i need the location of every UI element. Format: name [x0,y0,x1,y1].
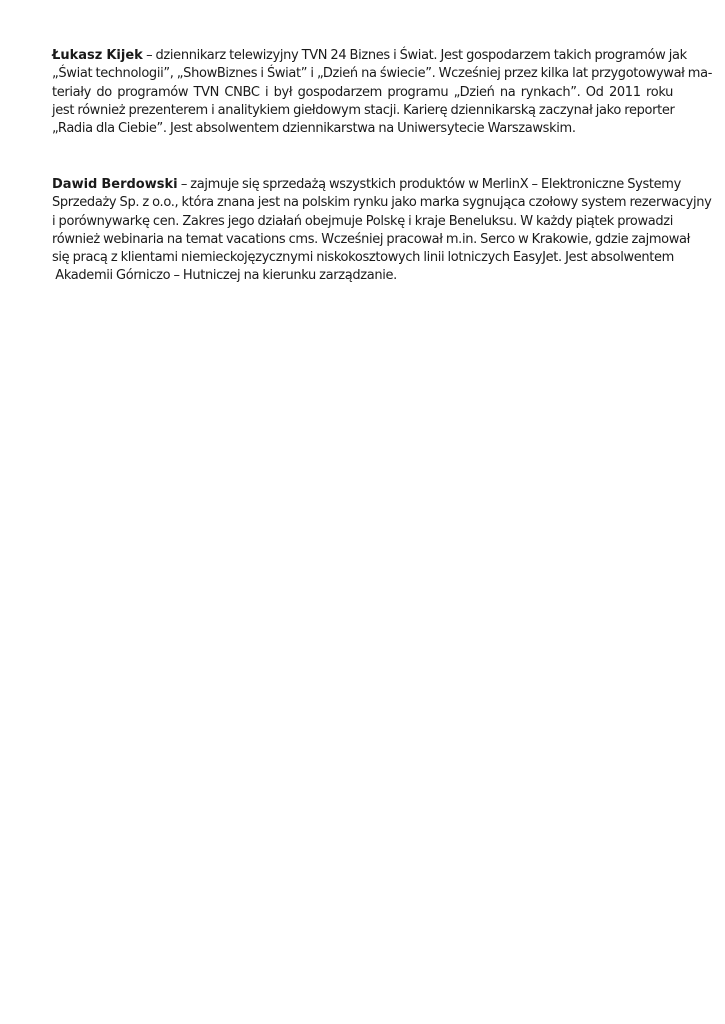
bio-line [52,47,687,65]
bio-text: – zajmuje się sprzedażą wszystkich produktów w MerlinX – Elektroniczne Systemy [177,177,681,192]
bio-line: i porównywarkę cen. Zakres jego działań obejmuje Polskę i kraje Beneluksu. W każdy piątek prowadzi [52,213,673,229]
bio-line: „Radia dla Ciebie”. Jest absolwentem dziennikarstwa na Uniwersytecie Warszawskim. [52,121,576,137]
bio-line: Akademii Górniczo – Hutniczej na kierunku zarządzanie. [52,268,397,284]
bio-name: Dawid Berdowski [52,177,178,192]
bio-text: – dziennikarz telewizyjny TVN 24 Biznes i Świat. Jest gospodarzem takich programów jak [142,48,687,63]
bio-dawid-berdowski [52,176,712,286]
bio-line: Sprzedaży Sp. z o.o., która znana jest na polskim rynku jako marka sygnująca czołowy system rezerwacyjny [52,195,712,211]
bio-lukasz-kijek [52,47,713,138]
bio-line: „Świat technologii”, „ShowBiznes i Świat” i „Dzień na świecie”. Wcześniej przez kilka lat przygotowywał ma- [52,66,713,82]
bio-line [52,176,681,194]
bio-name: Łukasz Kijek [52,48,143,63]
bio-line: teriały do programów TVN CNBC i był gospodarzem programu „Dzień na rynkach”. Od 2011 roku [52,84,673,100]
bio-line: również webinaria na temat vacations cms. Wcześniej pracował m.in. Serco w Krakowie, gdzie zajmował [52,231,691,247]
bio-line: jest również prezenterem i analitykiem giełdowym stacji. Karierę dziennikarską zaczynał jako reporter [52,102,675,118]
bio-line: się pracą z klientami niemieckojęzycznymi niskokosztowych linii lotniczych EasyJet. Jest absolwentem [52,250,674,266]
